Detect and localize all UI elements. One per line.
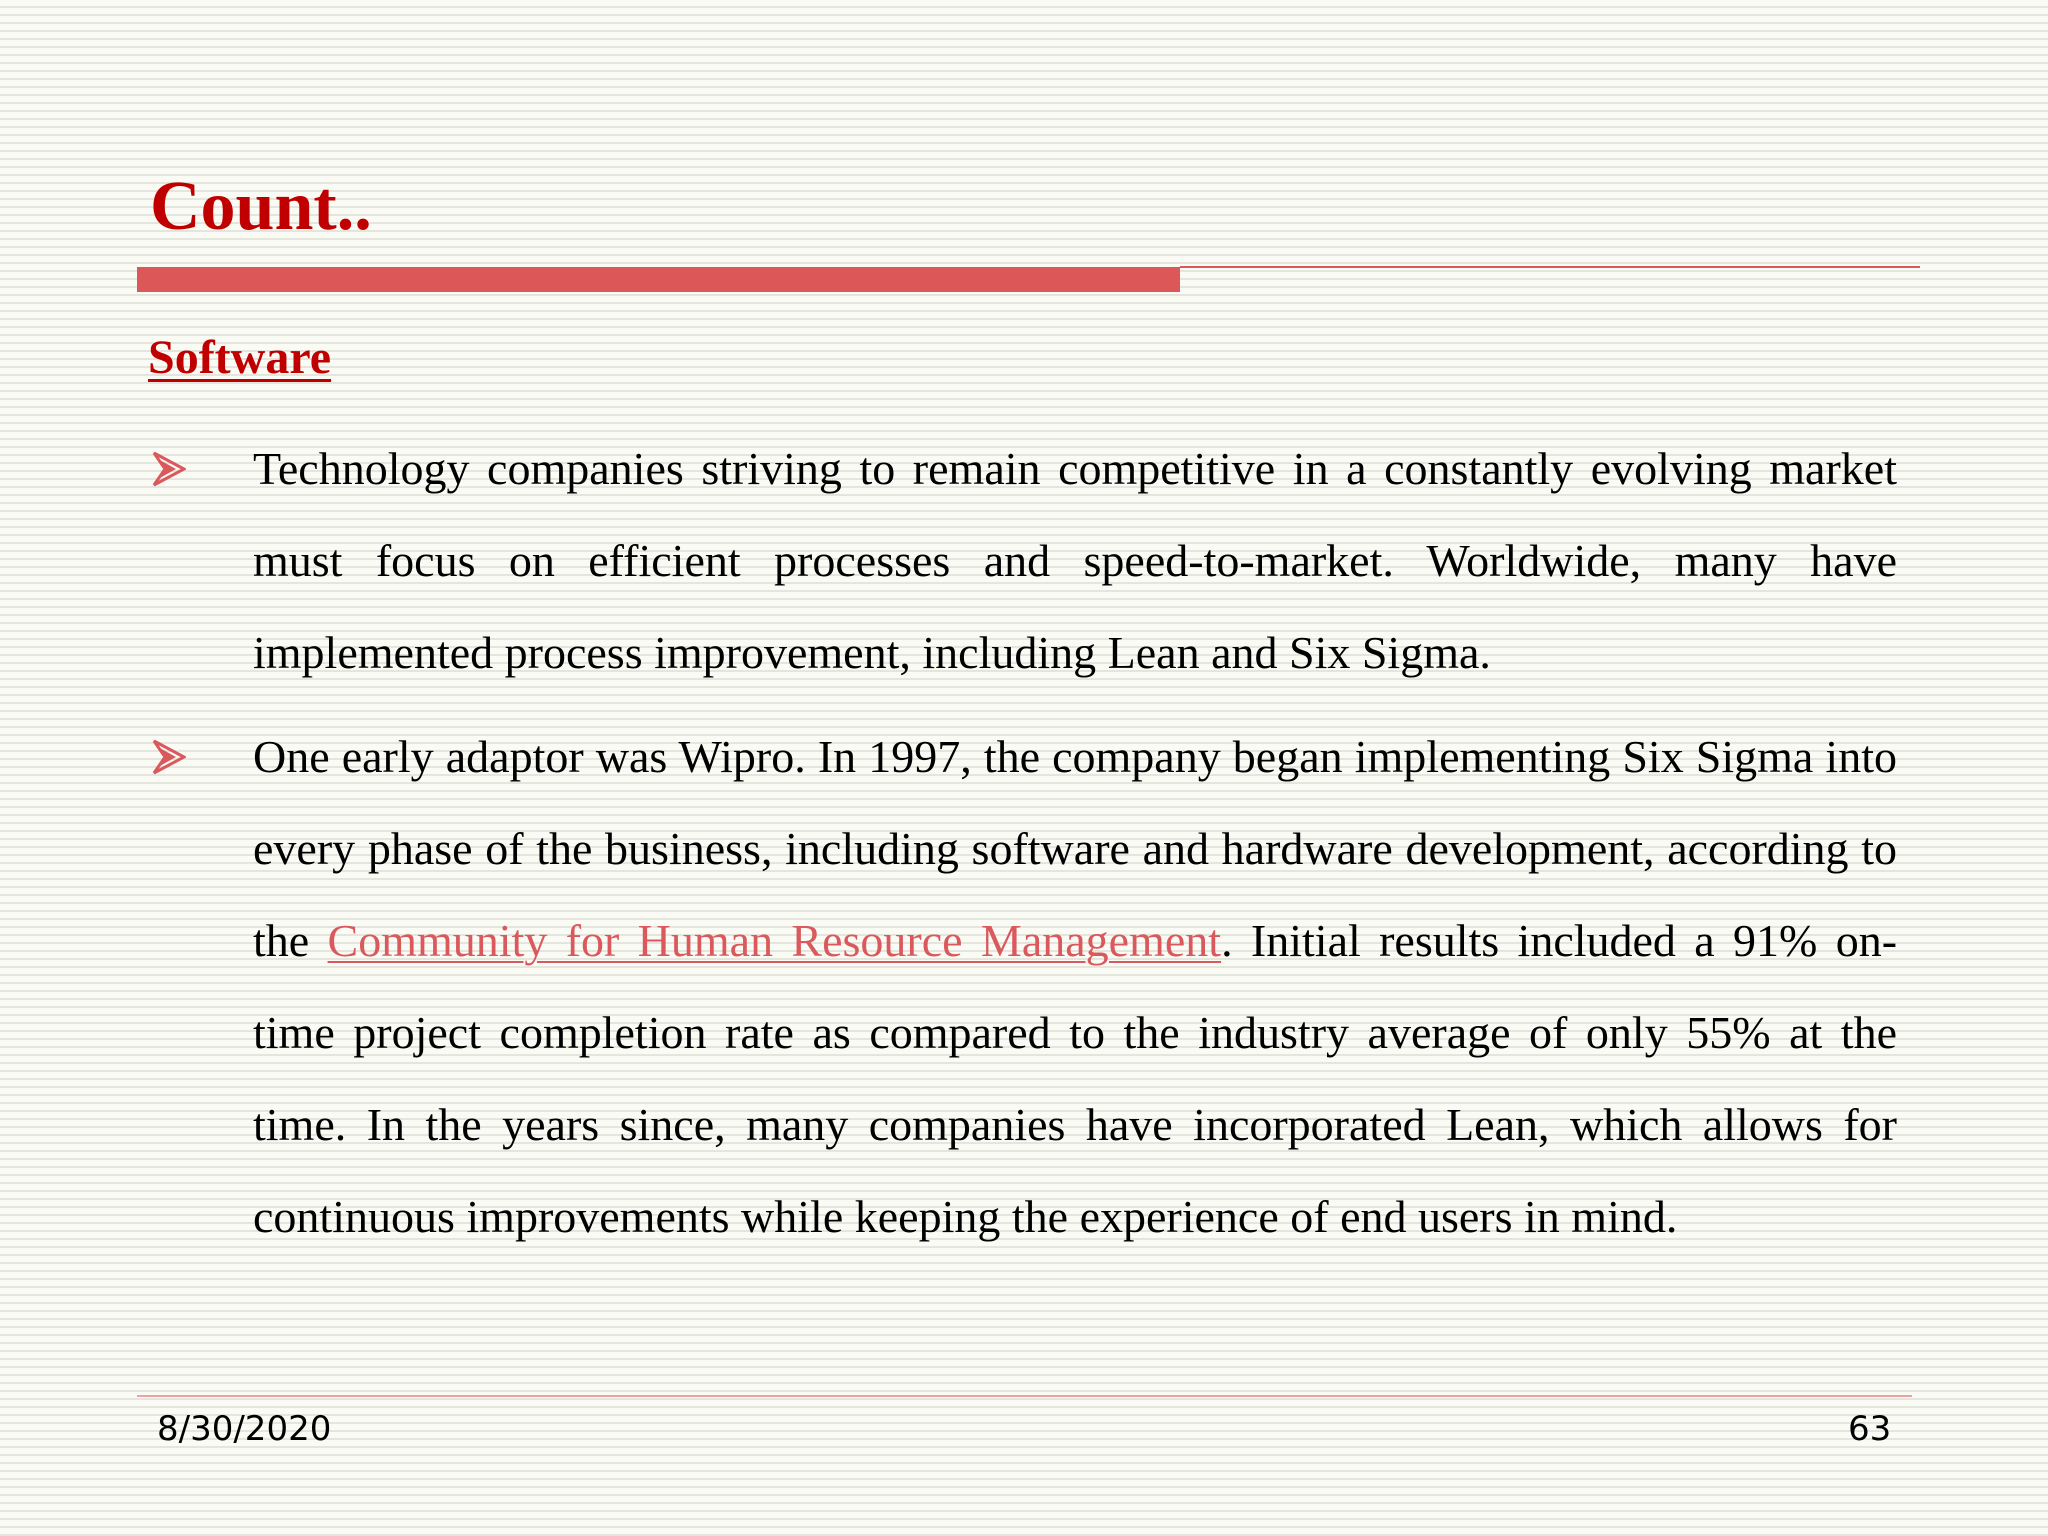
bullet-text-before-link: One early adaptor was Wipro. In 1997, the company began implementing Six Sigma into every phase of the business, including software and hardware development, according to the: [253, 731, 1897, 966]
title-divider-line: [1180, 266, 1920, 268]
arrowhead-bullet-icon: [152, 739, 186, 775]
footer-divider-line: [137, 1395, 1912, 1397]
bullet-text: Technology companies striving to remain competitive in a constantly evolving market must focus on efficient processes and speed-to-market. Worldwide, many have implemented process improvement, including Lean and Six Sigma.: [253, 443, 1897, 678]
bullet-text: [253, 711, 1897, 1263]
community-for-hr-management-link[interactable]: Community for Human Resource Management: [327, 915, 1222, 966]
arrowhead-bullet-icon: [152, 451, 186, 487]
page-number: 63: [1848, 1409, 1892, 1449]
footer-date: 8/30/2020: [157, 1409, 332, 1449]
title-accent-bar: [137, 267, 1180, 292]
section-heading: Software: [148, 331, 332, 384]
bullet-text-after-link: . Initial results included a 91% on-time project completion rate as compared to the industry average of only 55% at the time. In the years since, many companies have incorporated Lean, which allows for continuous improvements while keeping the experience of end users in mind.: [253, 915, 1898, 1242]
slide-title: Count..: [150, 168, 372, 245]
